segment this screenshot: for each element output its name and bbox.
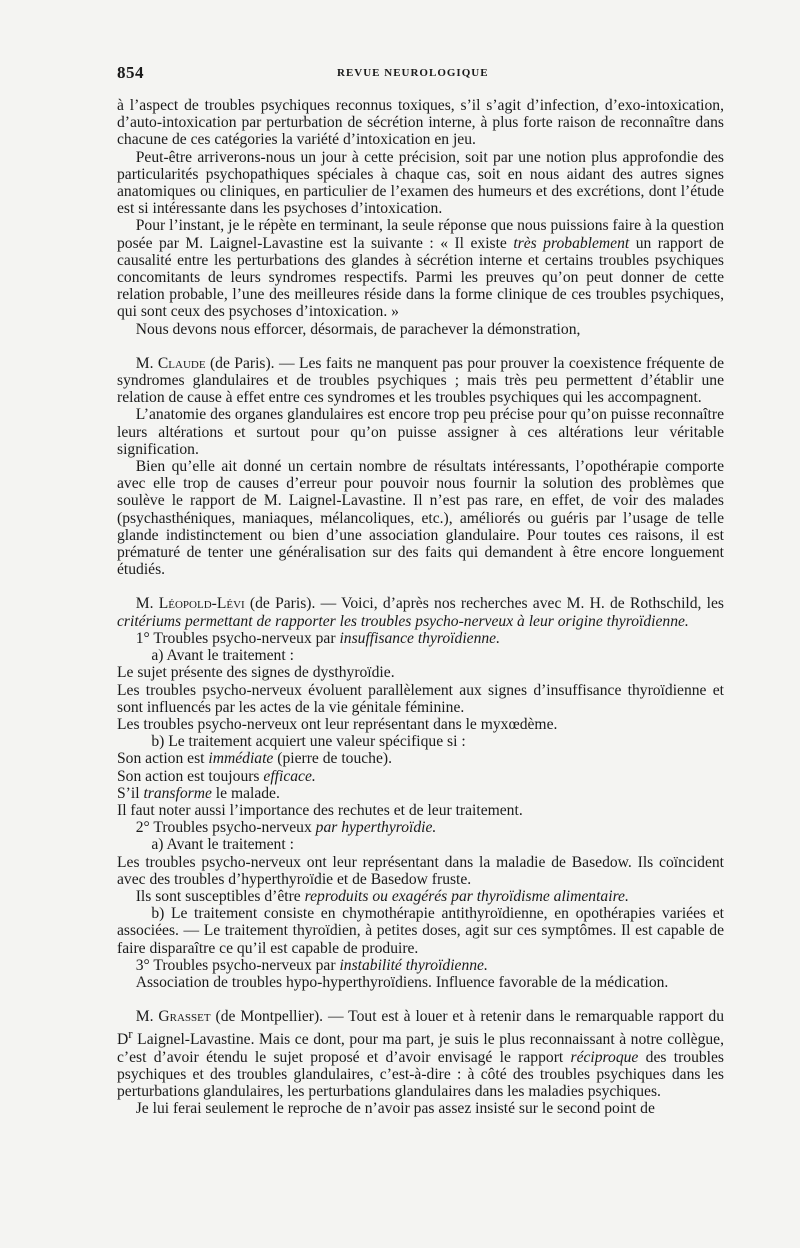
speaker-name: Claude	[157, 354, 206, 372]
list-subheading: a) Avant le traitement :	[151, 836, 294, 854]
paragraph: Les troubles psycho-nerveux ont leur représentant dans la maladie de Basedow. Ils coïncident avec des troubles d’hyperthyroïdie et de Basedow fruste.	[117, 853, 724, 888]
running-title: REVUE NEUROLOGIQUE	[337, 67, 489, 79]
paragraph: Il faut noter aussi l’importance des rechutes et de leur traitement.	[117, 801, 523, 819]
speaker-name: Léopold-Lévi	[158, 595, 245, 613]
paragraph: Nous devons nous efforcer, désormais, de parachever la démonstration,	[135, 320, 581, 338]
paragraph-claude: M. Claude (de Paris). — Les faits ne manquent pas pour prouver la coexistence fréquente de syndromes glandulaires et de troubles psychiques ; mais très peu permettent d’établir une relation de cause à effet entre ces syndromes et les troubles psychiques qui les accompagnent.	[117, 354, 724, 407]
paragraph: Association de troubles hypo-hyperthyroïdiens. Influence favorable de la médication.	[135, 973, 669, 991]
section-gap	[117, 578, 724, 595]
list-heading: 3° Troubles psycho-nerveux par instabilité thyroïdienne.	[135, 956, 488, 974]
paragraph-leopold-levi: M. Léopold-Lévi (de Paris). — Voici, d’après nos recherches avec M. H. de Rothschild, les critériums permettant de rapporter les troubles psycho-nerveux à leur origine thyroïdienne.	[117, 595, 724, 630]
paragraph: Bien qu’elle ait donné un certain nombre de résultats intéressants, l’opothérapie comporte avec elle trop de causes d’erreur pour pouvoir nous fournir la solution des problèmes que soulève le rapport de M. Laignel-Lavastine. Il n’est pas rare, en effet, de voir des malades (psychasthéniques, maniaques, mélancoliques, etc.), améliorés ou guéris par l’usage de telle glande indistinctement ou bien d’une association glandulaire. Pour toutes ces raisons, il est prématuré de tenter une généralisation sur des faits qui demandent à être encore longuement étudiés.	[117, 458, 724, 579]
paragraph: Pour l’instant, je le répète en terminant, la seule réponse que nous puissions faire à la question posée par M. Laignel-Lavastine est la suivante : « Il existe très probablement un rapport de causalité entre les perturbations des glandes à sécrétion interne et certains troubles psychiques concomitants de leurs syndromes respectifs. Parmi les preuves qu’on peut donner de cette relation probable, l’une des meilleures réside dans la forme clinique de ces troubles psychiques, qui sont ceux des psychoses d’intoxication. »	[117, 217, 724, 321]
list-heading: 1° Troubles psycho-nerveux par insuffisance thyroïdienne.	[135, 629, 500, 647]
paragraph: Son action est toujours efficace.	[117, 767, 316, 785]
page-number: 854	[117, 63, 144, 82]
page-header	[117, 63, 724, 83]
paragraph: Je lui ferai seulement le reproche de n’avoir pas assez insisté sur le second point de	[135, 1100, 655, 1118]
paragraph: b) Le traitement consiste en chymothérapie antithyroïdienne, en opothérapies variées et associées. — Le traitement thyroïdien, à petites doses, agit sur ces symptômes. Il est capable de faire disparaître ce qu’il est capable de produire.	[117, 905, 724, 957]
speaker-name: Grasset	[158, 1008, 211, 1026]
body-text	[117, 97, 724, 1118]
paragraph-grasset: M. Grasset (de Montpellier). — Tout est à louer et à retenir dans le remarquable rapport du $D^r$ Laignel-Lavastine. Mais ce dont, pour ma part, je suis le plus reconnaissant à notre collègue, c’est d’avoir étendu le sujet proposé et d’avoir envisagé le rapport réciproque des troubles psychiques et des troubles glandulaires, c’est-à-dire : à côté des troubles psychiques dans les perturbations glandulaires, les perturbations glandulaires dans les maladies psychiques.	[117, 1008, 724, 1101]
paragraph: Les troubles psycho-nerveux évoluent parallèlement aux signes d’insuffisance thyroïdienne et sont influencés par les actes de la vie génitale féminine.	[117, 681, 724, 716]
paragraph: Les troubles psycho-nerveux ont leur représentant dans le myxœdème.	[117, 715, 558, 733]
list-subheading: b) Le traitement acquiert une valeur spécifique si :	[151, 733, 466, 751]
paragraph: Son action est immédiate (pierre de touche).	[117, 750, 392, 768]
paragraph: à l’aspect de troubles psychiques reconnus toxiques, s’il s’agit d’infection, d’exo-intoxication, d’auto-intoxication par perturbation de sécrétion interne, à plus forte raison de reconnaître dans chacune de ces catégories la variété d’intoxication en jeu.	[117, 97, 724, 149]
paragraph: S’il transforme le malade.	[117, 784, 280, 802]
section-gap	[117, 991, 724, 1008]
paragraph: L’anatomie des organes glandulaires est encore trop peu précise pour qu’on puisse reconnaître leurs altérations et surtout pour qu’on puisse assigner à ces altérations leur véritable signification.	[117, 406, 724, 458]
list-heading: 2° Troubles psycho-nerveux par hyperthyroïdie.	[135, 819, 437, 837]
section-gap	[117, 338, 724, 355]
paragraph: Ils sont susceptibles d’être reproduits ou exagérés par thyroïdisme alimentaire.	[135, 887, 629, 905]
paragraph: Peut-être arriverons-nous un jour à cette précision, soit par une notion plus approfondie des particularités psychopathiques spéciales à chaque cas, soit en nous aidant des autres signes anatomiques ou cliniques, en particulier de l’examen des humeurs et des excrétions, dont l’étude est si intéressante dans les psychoses d’intoxication.	[117, 148, 724, 218]
list-subheading: a) Avant le traitement :	[151, 647, 294, 665]
paragraph: Le sujet présente des signes de dysthyroïdie.	[117, 664, 395, 682]
